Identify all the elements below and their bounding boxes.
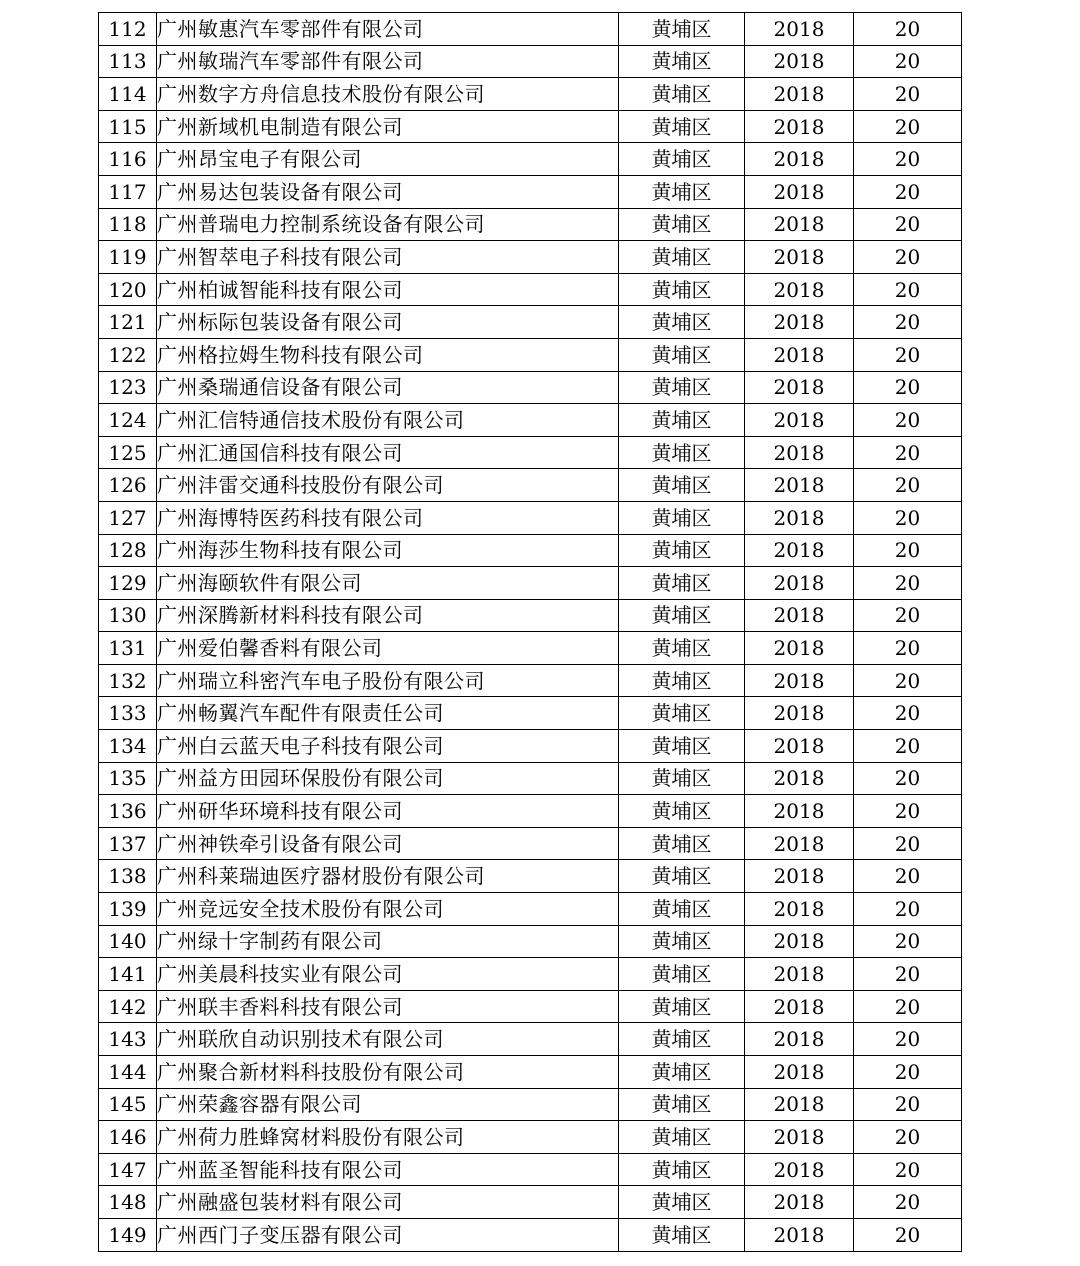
district-cell: 黄埔区 bbox=[619, 13, 745, 46]
year-cell: 2018 bbox=[745, 143, 854, 176]
year-cell: 2018 bbox=[745, 1023, 854, 1056]
year-cell: 2018 bbox=[745, 958, 854, 991]
count-cell: 20 bbox=[854, 45, 962, 78]
count-cell: 20 bbox=[854, 1088, 962, 1121]
row-number-cell: 131 bbox=[99, 632, 157, 665]
company-name-cell: 广州融盛包装材料有限公司 bbox=[157, 1186, 619, 1219]
row-number-cell: 137 bbox=[99, 827, 157, 860]
count-cell: 20 bbox=[854, 567, 962, 600]
table-row bbox=[99, 241, 962, 274]
row-number-cell: 142 bbox=[99, 990, 157, 1023]
table-row bbox=[99, 1218, 962, 1251]
count-cell: 20 bbox=[854, 1186, 962, 1219]
year-cell: 2018 bbox=[745, 13, 854, 46]
row-number-cell: 122 bbox=[99, 338, 157, 371]
district-cell: 黄埔区 bbox=[619, 958, 745, 991]
company-name-cell: 广州绿十字制药有限公司 bbox=[157, 925, 619, 958]
year-cell: 2018 bbox=[745, 534, 854, 567]
row-number-cell: 138 bbox=[99, 860, 157, 893]
district-cell: 黄埔区 bbox=[619, 632, 745, 665]
company-name-cell: 广州汇通国信科技有限公司 bbox=[157, 436, 619, 469]
district-cell: 黄埔区 bbox=[619, 45, 745, 78]
count-cell: 20 bbox=[854, 632, 962, 665]
row-number-cell: 133 bbox=[99, 697, 157, 730]
count-cell: 20 bbox=[854, 599, 962, 632]
year-cell: 2018 bbox=[745, 469, 854, 502]
company-name-cell: 广州荷力胜蜂窝材料股份有限公司 bbox=[157, 1121, 619, 1154]
table-row bbox=[99, 893, 962, 926]
company-name-cell: 广州柏诚智能科技有限公司 bbox=[157, 273, 619, 306]
row-number-cell: 134 bbox=[99, 730, 157, 763]
row-number-cell: 119 bbox=[99, 241, 157, 274]
count-cell: 20 bbox=[854, 306, 962, 339]
district-cell: 黄埔区 bbox=[619, 306, 745, 339]
count-cell: 20 bbox=[854, 110, 962, 143]
district-cell: 黄埔区 bbox=[619, 1153, 745, 1186]
district-cell: 黄埔区 bbox=[619, 860, 745, 893]
row-number-cell: 128 bbox=[99, 534, 157, 567]
district-cell: 黄埔区 bbox=[619, 1186, 745, 1219]
table-row bbox=[99, 208, 962, 241]
row-number-cell: 136 bbox=[99, 795, 157, 828]
row-number-cell: 139 bbox=[99, 893, 157, 926]
company-name-cell: 广州蓝圣智能科技有限公司 bbox=[157, 1153, 619, 1186]
count-cell: 20 bbox=[854, 958, 962, 991]
row-number-cell: 144 bbox=[99, 1056, 157, 1089]
count-cell: 20 bbox=[854, 1023, 962, 1056]
year-cell: 2018 bbox=[745, 404, 854, 437]
table-row bbox=[99, 110, 962, 143]
count-cell: 20 bbox=[854, 990, 962, 1023]
count-cell: 20 bbox=[854, 1218, 962, 1251]
year-cell: 2018 bbox=[745, 567, 854, 600]
row-number-cell: 113 bbox=[99, 45, 157, 78]
year-cell: 2018 bbox=[745, 241, 854, 274]
row-number-cell: 124 bbox=[99, 404, 157, 437]
district-cell: 黄埔区 bbox=[619, 404, 745, 437]
district-cell: 黄埔区 bbox=[619, 175, 745, 208]
count-cell: 20 bbox=[854, 730, 962, 763]
year-cell: 2018 bbox=[745, 990, 854, 1023]
row-number-cell: 123 bbox=[99, 371, 157, 404]
count-cell: 20 bbox=[854, 273, 962, 306]
table-row bbox=[99, 175, 962, 208]
year-cell: 2018 bbox=[745, 1218, 854, 1251]
company-name-cell: 广州西门子变压器有限公司 bbox=[157, 1218, 619, 1251]
count-cell: 20 bbox=[854, 501, 962, 534]
count-cell: 20 bbox=[854, 860, 962, 893]
district-cell: 黄埔区 bbox=[619, 925, 745, 958]
table-row bbox=[99, 958, 962, 991]
year-cell: 2018 bbox=[745, 273, 854, 306]
year-cell: 2018 bbox=[745, 175, 854, 208]
district-cell: 黄埔区 bbox=[619, 338, 745, 371]
company-name-cell: 广州瑞立科密汽车电子股份有限公司 bbox=[157, 664, 619, 697]
year-cell: 2018 bbox=[745, 762, 854, 795]
table-row bbox=[99, 664, 962, 697]
row-number-cell: 125 bbox=[99, 436, 157, 469]
table-row bbox=[99, 990, 962, 1023]
company-name-cell: 广州竞远安全技术股份有限公司 bbox=[157, 893, 619, 926]
count-cell: 20 bbox=[854, 208, 962, 241]
table-row bbox=[99, 730, 962, 763]
count-cell: 20 bbox=[854, 1153, 962, 1186]
company-name-cell: 广州联欣自动识别技术有限公司 bbox=[157, 1023, 619, 1056]
company-name-cell: 广州爱伯馨香料有限公司 bbox=[157, 632, 619, 665]
row-number-cell: 135 bbox=[99, 762, 157, 795]
row-number-cell: 130 bbox=[99, 599, 157, 632]
district-cell: 黄埔区 bbox=[619, 1023, 745, 1056]
count-cell: 20 bbox=[854, 175, 962, 208]
district-cell: 黄埔区 bbox=[619, 827, 745, 860]
year-cell: 2018 bbox=[745, 1121, 854, 1154]
row-number-cell: 117 bbox=[99, 175, 157, 208]
company-name-cell: 广州数字方舟信息技术股份有限公司 bbox=[157, 78, 619, 111]
year-cell: 2018 bbox=[745, 925, 854, 958]
row-number-cell: 120 bbox=[99, 273, 157, 306]
table-row bbox=[99, 338, 962, 371]
row-number-cell: 148 bbox=[99, 1186, 157, 1219]
company-name-cell: 广州普瑞电力控制系统设备有限公司 bbox=[157, 208, 619, 241]
table-row bbox=[99, 404, 962, 437]
count-cell: 20 bbox=[854, 241, 962, 274]
row-number-cell: 115 bbox=[99, 110, 157, 143]
district-cell: 黄埔区 bbox=[619, 730, 745, 763]
district-cell: 黄埔区 bbox=[619, 990, 745, 1023]
company-name-cell: 广州昂宝电子有限公司 bbox=[157, 143, 619, 176]
company-name-cell: 广州海莎生物科技有限公司 bbox=[157, 534, 619, 567]
year-cell: 2018 bbox=[745, 795, 854, 828]
year-cell: 2018 bbox=[745, 1088, 854, 1121]
row-number-cell: 112 bbox=[99, 13, 157, 46]
row-number-cell: 132 bbox=[99, 664, 157, 697]
district-cell: 黄埔区 bbox=[619, 664, 745, 697]
table-row bbox=[99, 45, 962, 78]
company-name-cell: 广州敏瑞汽车零部件有限公司 bbox=[157, 45, 619, 78]
table-row bbox=[99, 632, 962, 665]
count-cell: 20 bbox=[854, 143, 962, 176]
count-cell: 20 bbox=[854, 78, 962, 111]
row-number-cell: 140 bbox=[99, 925, 157, 958]
company-name-cell: 广州神铁牵引设备有限公司 bbox=[157, 827, 619, 860]
table-row bbox=[99, 1056, 962, 1089]
table-row bbox=[99, 925, 962, 958]
year-cell: 2018 bbox=[745, 338, 854, 371]
company-name-cell: 广州聚合新材料科技股份有限公司 bbox=[157, 1056, 619, 1089]
year-cell: 2018 bbox=[745, 1056, 854, 1089]
company-name-cell: 广州研华环境科技有限公司 bbox=[157, 795, 619, 828]
company-name-cell: 广州畅翼汽车配件有限责任公司 bbox=[157, 697, 619, 730]
year-cell: 2018 bbox=[745, 110, 854, 143]
year-cell: 2018 bbox=[745, 599, 854, 632]
company-name-cell: 广州新域机电制造有限公司 bbox=[157, 110, 619, 143]
company-name-cell: 广州益方田园环保股份有限公司 bbox=[157, 762, 619, 795]
year-cell: 2018 bbox=[745, 730, 854, 763]
table-row bbox=[99, 436, 962, 469]
company-name-cell: 广州敏惠汽车零部件有限公司 bbox=[157, 13, 619, 46]
table-row bbox=[99, 78, 962, 111]
district-cell: 黄埔区 bbox=[619, 208, 745, 241]
company-name-cell: 广州标际包装设备有限公司 bbox=[157, 306, 619, 339]
year-cell: 2018 bbox=[745, 697, 854, 730]
district-cell: 黄埔区 bbox=[619, 1218, 745, 1251]
count-cell: 20 bbox=[854, 338, 962, 371]
count-cell: 20 bbox=[854, 469, 962, 502]
row-number-cell: 149 bbox=[99, 1218, 157, 1251]
table-row bbox=[99, 827, 962, 860]
year-cell: 2018 bbox=[745, 78, 854, 111]
row-number-cell: 129 bbox=[99, 567, 157, 600]
row-number-cell: 114 bbox=[99, 78, 157, 111]
year-cell: 2018 bbox=[745, 436, 854, 469]
company-name-cell: 广州汇信特通信技术股份有限公司 bbox=[157, 404, 619, 437]
count-cell: 20 bbox=[854, 893, 962, 926]
table-row bbox=[99, 599, 962, 632]
table-row bbox=[99, 143, 962, 176]
district-cell: 黄埔区 bbox=[619, 1121, 745, 1154]
count-cell: 20 bbox=[854, 436, 962, 469]
district-cell: 黄埔区 bbox=[619, 893, 745, 926]
year-cell: 2018 bbox=[745, 860, 854, 893]
district-cell: 黄埔区 bbox=[619, 273, 745, 306]
table-row bbox=[99, 1023, 962, 1056]
count-cell: 20 bbox=[854, 534, 962, 567]
company-table bbox=[98, 12, 962, 1252]
district-cell: 黄埔区 bbox=[619, 143, 745, 176]
district-cell: 黄埔区 bbox=[619, 534, 745, 567]
count-cell: 20 bbox=[854, 404, 962, 437]
row-number-cell: 147 bbox=[99, 1153, 157, 1186]
company-name-cell: 广州美晨科技实业有限公司 bbox=[157, 958, 619, 991]
district-cell: 黄埔区 bbox=[619, 78, 745, 111]
table-row bbox=[99, 469, 962, 502]
count-cell: 20 bbox=[854, 371, 962, 404]
row-number-cell: 146 bbox=[99, 1121, 157, 1154]
district-cell: 黄埔区 bbox=[619, 795, 745, 828]
company-name-cell: 广州易达包装设备有限公司 bbox=[157, 175, 619, 208]
count-cell: 20 bbox=[854, 13, 962, 46]
count-cell: 20 bbox=[854, 795, 962, 828]
year-cell: 2018 bbox=[745, 632, 854, 665]
row-number-cell: 141 bbox=[99, 958, 157, 991]
year-cell: 2018 bbox=[745, 827, 854, 860]
year-cell: 2018 bbox=[745, 1186, 854, 1219]
company-name-cell: 广州荣鑫容器有限公司 bbox=[157, 1088, 619, 1121]
company-name-cell: 广州桑瑞通信设备有限公司 bbox=[157, 371, 619, 404]
year-cell: 2018 bbox=[745, 306, 854, 339]
table-row bbox=[99, 371, 962, 404]
year-cell: 2018 bbox=[745, 501, 854, 534]
row-number-cell: 126 bbox=[99, 469, 157, 502]
district-cell: 黄埔区 bbox=[619, 436, 745, 469]
table-row bbox=[99, 795, 962, 828]
count-cell: 20 bbox=[854, 664, 962, 697]
year-cell: 2018 bbox=[745, 45, 854, 78]
row-number-cell: 143 bbox=[99, 1023, 157, 1056]
district-cell: 黄埔区 bbox=[619, 469, 745, 502]
document-page bbox=[98, 12, 961, 1252]
count-cell: 20 bbox=[854, 697, 962, 730]
count-cell: 20 bbox=[854, 925, 962, 958]
year-cell: 2018 bbox=[745, 371, 854, 404]
district-cell: 黄埔区 bbox=[619, 697, 745, 730]
district-cell: 黄埔区 bbox=[619, 1088, 745, 1121]
year-cell: 2018 bbox=[745, 664, 854, 697]
row-number-cell: 127 bbox=[99, 501, 157, 534]
count-cell: 20 bbox=[854, 1121, 962, 1154]
year-cell: 2018 bbox=[745, 893, 854, 926]
table-row bbox=[99, 697, 962, 730]
table-row bbox=[99, 762, 962, 795]
table-row bbox=[99, 13, 962, 46]
row-number-cell: 118 bbox=[99, 208, 157, 241]
count-cell: 20 bbox=[854, 827, 962, 860]
year-cell: 2018 bbox=[745, 208, 854, 241]
table-row bbox=[99, 306, 962, 339]
table-row bbox=[99, 1088, 962, 1121]
table-row bbox=[99, 534, 962, 567]
company-name-cell: 广州智萃电子科技有限公司 bbox=[157, 241, 619, 274]
company-name-cell: 广州沣雷交通科技股份有限公司 bbox=[157, 469, 619, 502]
company-name-cell: 广州白云蓝天电子科技有限公司 bbox=[157, 730, 619, 763]
company-name-cell: 广州海博特医药科技有限公司 bbox=[157, 501, 619, 534]
district-cell: 黄埔区 bbox=[619, 241, 745, 274]
table-body bbox=[99, 13, 962, 1252]
company-name-cell: 广州联丰香料科技有限公司 bbox=[157, 990, 619, 1023]
district-cell: 黄埔区 bbox=[619, 1056, 745, 1089]
district-cell: 黄埔区 bbox=[619, 567, 745, 600]
table-row bbox=[99, 1121, 962, 1154]
table-row bbox=[99, 860, 962, 893]
count-cell: 20 bbox=[854, 762, 962, 795]
company-name-cell: 广州科莱瑞迪医疗器材股份有限公司 bbox=[157, 860, 619, 893]
table-row bbox=[99, 1186, 962, 1219]
row-number-cell: 121 bbox=[99, 306, 157, 339]
district-cell: 黄埔区 bbox=[619, 110, 745, 143]
row-number-cell: 145 bbox=[99, 1088, 157, 1121]
district-cell: 黄埔区 bbox=[619, 599, 745, 632]
company-name-cell: 广州格拉姆生物科技有限公司 bbox=[157, 338, 619, 371]
table-row bbox=[99, 567, 962, 600]
year-cell: 2018 bbox=[745, 1153, 854, 1186]
count-cell: 20 bbox=[854, 1056, 962, 1089]
table-row bbox=[99, 501, 962, 534]
table-row bbox=[99, 1153, 962, 1186]
district-cell: 黄埔区 bbox=[619, 762, 745, 795]
row-number-cell: 116 bbox=[99, 143, 157, 176]
district-cell: 黄埔区 bbox=[619, 371, 745, 404]
company-name-cell: 广州深腾新材料科技有限公司 bbox=[157, 599, 619, 632]
district-cell: 黄埔区 bbox=[619, 501, 745, 534]
company-name-cell: 广州海颐软件有限公司 bbox=[157, 567, 619, 600]
table-row bbox=[99, 273, 962, 306]
